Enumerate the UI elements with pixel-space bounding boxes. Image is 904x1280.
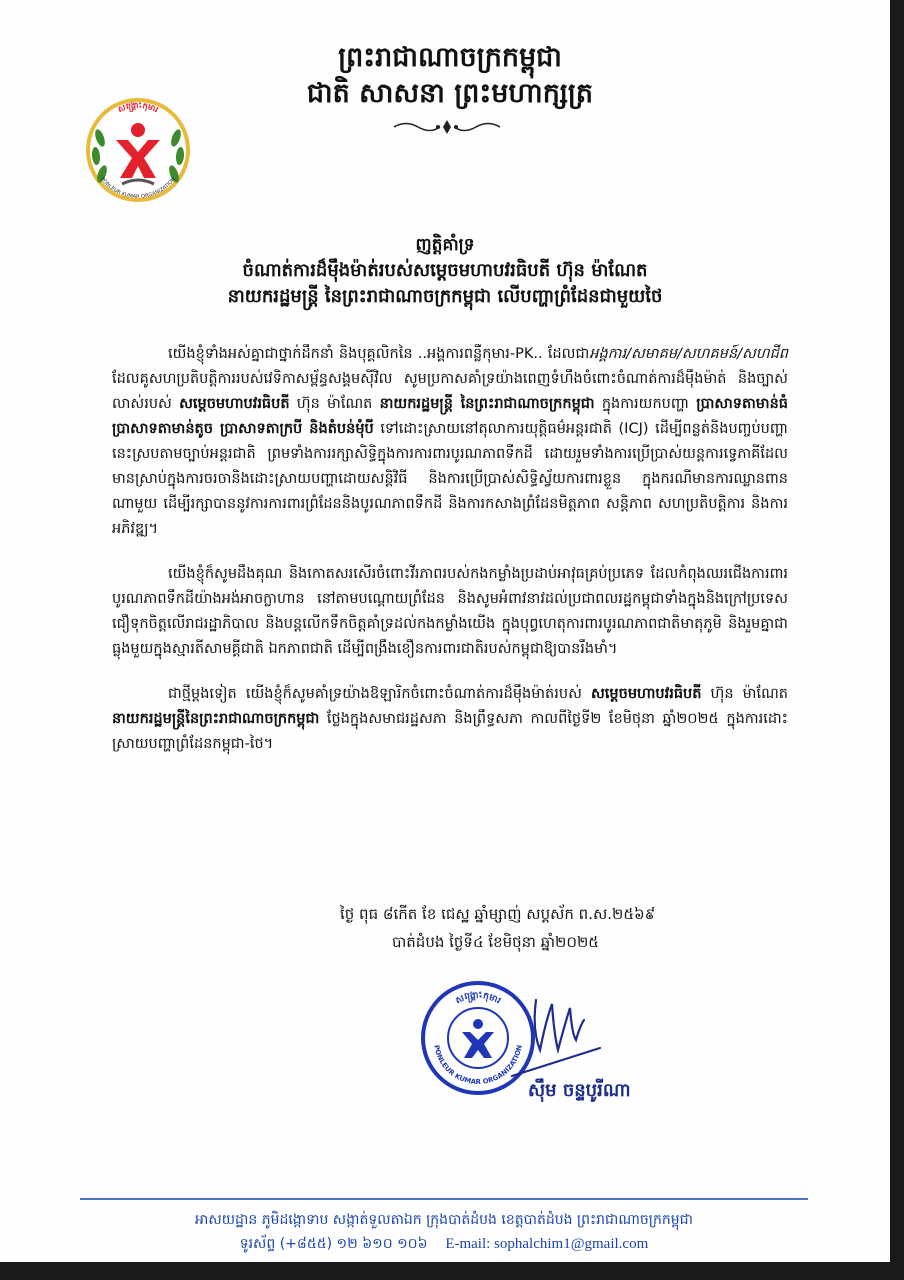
p3-text-a: ជាថ្មីម្តងទៀត យើងខ្ញុំក៏សូមគាំទ្រយ៉ាងឱឡារិកចំពោះចំណាត់ការដ៏ម៉ឹងម៉ាត់របស់ [168,686,591,702]
solar-date: បាត់ដំបង ថ្ងៃទី៤ ខែមិថុនា ឆ្នាំ២០២៥ [392,933,599,951]
p3-text-e: ថ្លែងក្នុងសមាជរដ្ឋសភា និងព្រឹទ្ធសភា កាលពីថ្ងៃទី២ ខែមិថុនា ឆ្នាំ២០២៥ ក្នុងការដោះស្រាយបញ្ហាព្រំដែនកម្ពុជា-ថៃ។ [112,711,788,752]
ornament-divider-icon [392,118,502,136]
logo-bottom-text: PONLEUR KUMAR ORGANIZATION [99,176,177,200]
national-motto: ជាតិ សាសនា ព្រះមហាក្សត្រ [306,78,594,109]
kingdom-title: ព្រះរាជាណាចក្រកម្ពុជា [338,42,562,73]
p1-text-g: ក្នុងការយកបញ្ហា [594,396,697,412]
svg-text:សង្គ្រោះកុមារ [454,989,502,1006]
p3-bold-prime-minister: នាយករដ្ឋមន្ត្រីនៃព្រះរាជាណាចក្រកម្ពុជា [112,711,320,727]
p1-bold-temples: ប្រាសាទតាមាន់ធំ ប្រាសាទតាមាន់តូច ប្រាសាទតាក្របី និងតំបន់មុំបី [112,396,789,437]
p1-text-c: ដែលគូសហប្រតិបត្តិការរបស់វេទិកាសម្ព័ន្ធសង្គមស៊ីវិល សូមប្រកាសគាំទ្រយ៉ាងពេញទំហឹងចំពោះចំណាត់ការដ៏ម៉ឹងម៉ាត់ និងច្បាស់លាស់របស់ [112,371,788,412]
title-line-1: ញត្តិគាំទ្រ [415,235,475,255]
logo-top-text: សង្គ្រោះកុមារ [116,100,160,115]
p3-text-c: ហ៊ុន ម៉ាណែត [701,686,788,702]
footer [80,1208,808,1256]
footer-phone: ទូរស័ព្ទ (+៨៥៥) ១២ ៦១០ ១០៦ [239,1236,428,1252]
footer-divider [80,1198,808,1200]
p1-text-a: យើងខ្ញុំទាំងអស់គ្នាជាថ្នាក់ដឹកនាំ និងបុគ្គលិកនៃ ..អង្គការពន្លឺកុមារ-PK.. ដែលជា [168,346,590,362]
footer-address: អាសយដ្ឋាន ភូមិដង្កោទាប សង្កាត់ទួលតាឯក ក្រុងបាត់ដំបង ខេត្តបាត់ដំបង ព្រះរាជាណាចក្រកម្ពុជា [195,1212,693,1228]
p1-bold-prime-minister: នាយករដ្ឋមន្ត្រី នៃព្រះរាជាណាចក្រកម្ពុជា [379,396,595,412]
p1-bold-samdech: សម្តេចមហាបវរធិបតី [179,396,290,412]
handwritten-signature [506,990,606,1080]
signer-name: ស៊ឹម ចន្ទបូរីណា [528,1080,631,1101]
title-line-2: ចំណាត់ការដ៏ម៉ឹងម៉ាត់របស់សម្តេចមហាបវរធិបតី ហ៊ុន ម៉ាណែត [242,260,648,281]
paragraph-1 [112,342,788,542]
letter-body [112,342,788,777]
title-line-3: នាយករដ្ឋមន្ត្រី នៃព្រះរាជាណាចក្រកម្ពុជា លើបញ្ហាព្រំដែនជាមួយថៃ [227,286,663,307]
stamp-top-text: សង្គ្រោះកុមារ [454,990,503,1007]
letterhead [270,40,630,112]
document-title [100,232,790,310]
organization-logo [78,90,198,212]
p1-italic-org-types: អង្គការ/សមាគម/សហគមន៍/សហជីព [589,346,788,362]
footer-contact [80,1232,808,1256]
date-place [340,900,780,956]
footer-email[interactable]: E-mail: sophalchim1@gmail.com [445,1236,649,1252]
lunar-date: ថ្ងៃ ពុធ ៨កើត ខែ ជេស្ឋ ឆ្នាំម្សាញ់ សប្តស័ក ព.ស.២៥៦៩ [340,905,656,923]
p1-text-e: ហ៊ុន ម៉ាណែត [289,396,380,412]
stamp-bottom-text: PONLEUR KUMAR ORGANIZATION [432,1044,524,1087]
paragraph-3 [112,682,788,757]
paragraph-2: យើងខ្ញុំក៏សូមដឹងគុណ និងកោតសរសើរចំពោះវីរភាពរបស់កងកម្លាំងប្រដាប់អាវុធគ្រប់ប្រភេទ ដែលកំពុងឈរជើងការពារបូរណភាពទឹកដីយ៉ាងអង់អាចក្លាហាន នៅតាមបណ្តោយព្រំដែន និងសូមអំពាវនាវដល់ប្រជាពលរដ្ឋកម្ពុជាទាំងក្នុងនិងក្រៅប្រទេស ជឿទុកចិត្តលើរាជរដ្ឋាភិបាល និងបន្តលើកទឹកចិត្តគាំទ្រដល់កងកម្លាំងយើង ក្នុងបុព្វហេតុការពារបូរណភាពជាតិមាតុភូមិ និងរួមគ្នាជាធ្លុងមួយក្នុងស្មារតីសាមគ្គីជាតិ ឯកភាពជាតិ ដើម្បីពង្រឹងខឿនការពារជាតិរបស់កម្ពុជាឱ្យបានរឹងមាំ។ [112,566,788,657]
p3-bold-samdech: សម្តេចមហាបវរធិបតី [591,686,702,702]
p1-text-i: ទៅដោះស្រាយនៅតុលាការយុត្តិធម៌អន្តរជាតិ (ICJ) ដើម្បីពន្លត់និងបញ្ចប់បញ្ហានេះស្របតាមច្បាប់អន្តរជាតិ ព្រមទាំងការរក្សាសិទ្ធិក្នុងការការពារបូរណភាពទឹកដី ដោយរួមទាំងការប្រើប្រាស់យន្តការទ្វេភាគីដែលមានស្រាប់ក្នុងការចរចានិងដោះស្រាយបញ្ហាដោយសន្តិវិធី និងការប្រើប្រាស់សិទ្ធិស្វ័យការពារខ្លួន ក្នុងករណីមានការឈ្លានពានណាមួយ ដើម្បីរក្សាបាននូវការការពារព្រំដែននិងបូរណភាពទឹកដី និងការកសាងព្រំដែនមិត្តភាព សន្តិភាព សហប្រតិបត្តិការ និងការអភិវឌ្ឍ។ [112,421,788,537]
